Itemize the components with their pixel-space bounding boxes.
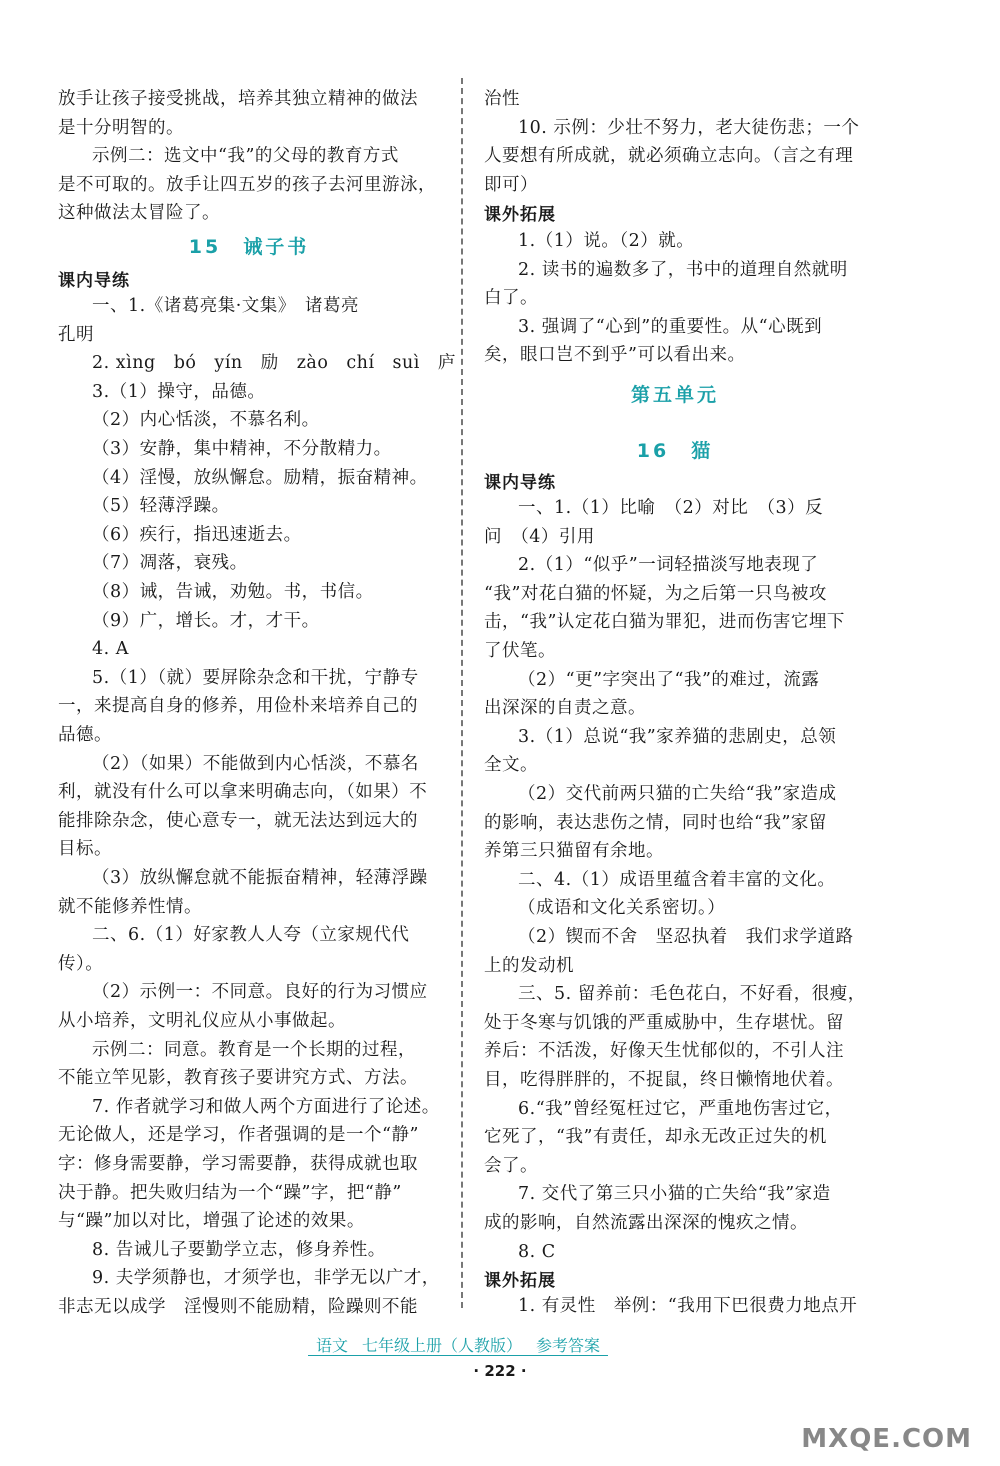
- page-number: · 222 ·: [473, 1362, 527, 1380]
- text-line: 7. 交代了第三只小猫的亡失给“我”家造: [518, 1184, 831, 1205]
- section-heading-extension-2: 课外拓展: [484, 1271, 556, 1291]
- text-line: 放手让孩子接受挑战，培养其独立精神的做法: [58, 89, 418, 109]
- text-line: 矣，眼口岂不到乎”可以看出来。: [484, 345, 746, 365]
- text-line: 与“躁”加以对比，增强了论述的效果。: [58, 1211, 365, 1232]
- text-line: 9. 夫学须静也，才须学也，非学无以广才，: [92, 1268, 440, 1289]
- text-line: 击，“我”认定花白猫为罪犯，进而伤害它埋下: [484, 612, 845, 633]
- watermark-logo: MXQE.COM: [801, 1424, 972, 1454]
- section-heading-in-class: 课内导练: [58, 271, 130, 291]
- text-line: （3）安静，集中精神，不分散精力。: [92, 439, 392, 459]
- text-line: 非志无以成学 淫慢则不能励精，险躁则不能: [58, 1297, 418, 1317]
- column-divider: [461, 78, 463, 1308]
- text-line: 能排除杂念，使心意专一，就无法达到远大的: [58, 810, 418, 831]
- text-line: （7）凋落，衰残。: [92, 553, 248, 574]
- text-line: 10. 示例：少壮不努力，老大徒伤悲；一个: [518, 117, 860, 138]
- text-line: 人要想有所成就，就必须确立志向。（言之有理: [484, 146, 854, 166]
- text-line: 品德。: [58, 725, 112, 745]
- text-line: 目，吃得胖胖的，不捉鼠，终日懒惰地伏着。: [484, 1070, 844, 1090]
- text-line: （2）锲而不舍 坚忍执着 我们求学道路: [518, 927, 854, 947]
- footer-grade: 七年级上册（人教版）: [361, 1336, 522, 1355]
- text-line: 养后：不活泼，好像天生忧郁似的，不引人注: [484, 1041, 844, 1062]
- text-line: 8. 告诫儿子要勤学立志，修身养性。: [92, 1239, 386, 1260]
- text-line: 3. 强调了“心到”的重要性。从“心既到: [518, 316, 823, 337]
- text-line: 决于静。把失败归结为一个“躁”字，把“静”: [58, 1182, 402, 1203]
- text-line: 问 （4）引用: [484, 526, 595, 547]
- text-line: 出深深的自责之意。: [484, 698, 646, 719]
- text-line: 6.“我”曾经冤枉过它，严重地伤害过它，: [518, 1098, 843, 1119]
- text-line: 2. 读书的遍数多了，书中的道理自然就明: [518, 259, 848, 280]
- text-line: 是十分明智的。: [58, 117, 184, 138]
- text-line: 从小培养，文明礼仪应从小事做起。: [58, 1011, 346, 1031]
- text-line: （成语和文化关系密切。）: [518, 898, 726, 919]
- text-line: 目标。: [58, 839, 112, 860]
- text-line: 2.（1）“似乎”一词轻描淡写地表现了: [518, 555, 819, 576]
- text-line: 孔明: [58, 324, 94, 345]
- lesson-title-16: 16 猫: [636, 440, 714, 462]
- footer-book-info: [308, 1333, 608, 1356]
- text-line: 2. xìng bó yín 励 zào chí suì 庐: [92, 353, 456, 374]
- text-line: （4）淫慢，放纵懈怠。励精，振奋精神。: [92, 467, 428, 488]
- text-line: 这种做法太冒险了。: [58, 203, 220, 223]
- text-line: 一、1.（1）比喻 （2）对比 （3）反: [518, 498, 824, 518]
- text-line: 7. 作者就学习和做人两个方面进行了论述。: [92, 1096, 440, 1117]
- text-line: 会了。: [484, 1155, 538, 1176]
- text-line: 它死了，“我”有责任，却永无改正过失的机: [484, 1127, 827, 1148]
- text-line: 字：修身需要静，学习需要静，获得成就也取: [58, 1154, 418, 1174]
- unit-title: 第五单元: [630, 384, 719, 406]
- text-line: 5.（1）（就）要屏除杂念和干扰，宁静专: [92, 667, 419, 688]
- text-line: （2）内心恬淡，不慕名利。: [92, 410, 320, 431]
- text-line: 8. C: [518, 1241, 556, 1262]
- text-line: 是不可取的。放手让四五岁的孩子去河里游泳，: [58, 174, 436, 195]
- lesson-title-15: 15 诫子书: [188, 236, 310, 258]
- text-line: 示例二：选文中“我”的父母的教育方式: [92, 146, 399, 166]
- text-line: 1.（1）说。（2）就。: [518, 231, 695, 251]
- text-line: 三、5. 留养前：毛色花白，不好看，很瘦，: [518, 984, 866, 1005]
- text-line: 了伏笔。: [484, 641, 556, 661]
- section-heading-in-class-2: 课内导练: [484, 473, 556, 493]
- text-line: 上的发动机: [484, 955, 574, 976]
- text-line: （3）放纵懈怠就不能振奋精神，轻薄浮躁: [92, 868, 428, 888]
- text-line: “我”对花白猫的怀疑，为之后第一只鸟被攻: [484, 583, 827, 604]
- text-line: 的影响，表达悲伤之情，同时也给“我”家留: [484, 812, 827, 833]
- text-line: 无论做人，还是学习，作者强调的是一个“静”: [58, 1125, 419, 1146]
- text-line: （2）示例一：不同意。良好的行为习惯应: [92, 982, 428, 1003]
- text-line: 示例二：同意。教育是一个长期的过程，: [92, 1039, 416, 1060]
- text-line: 二、4.（1）成语里蕴含着丰富的文化。: [518, 869, 836, 890]
- text-line: 就不能修养性情。: [58, 896, 202, 917]
- text-line: 全文。: [484, 755, 538, 776]
- text-line: 3.（1）总说“我”家养猫的悲剧史，总领: [518, 726, 837, 747]
- text-line: 1. 有灵性 举例：“我用下巴很费力地点开: [518, 1296, 858, 1316]
- text-line: 4. A: [92, 639, 129, 660]
- text-line: （5）轻薄浮躁。: [92, 496, 230, 517]
- text-line: 一、1.《诸葛亮集·文集》 诸葛亮: [92, 296, 360, 316]
- text-line: （9）广，增长。才，才干。: [92, 610, 320, 631]
- footer-subject: 语文: [315, 1336, 348, 1355]
- text-line: （2）交代前两只猫的亡失给“我”家造成: [518, 784, 837, 804]
- text-line: （2）（如果）不能做到内心恬淡，不慕名: [92, 753, 419, 774]
- text-line: （6）疾行，指迅速逝去。: [92, 524, 302, 545]
- text-line: 传）。: [58, 953, 104, 974]
- text-line: 处于冬寒与饥饿的严重威胁中，生存堪忧。留: [484, 1012, 844, 1033]
- text-line: 二、6.（1）好家教人人夸（立家规代代: [92, 925, 410, 946]
- text-line: 养第三只猫留有余地。: [484, 841, 664, 862]
- text-line: （8）诫，告诫，劝勉。书，书信。: [92, 582, 374, 602]
- text-line: 利，就没有什么可以拿来明确志向，（如果）不: [58, 782, 428, 803]
- text-line: 治性: [484, 89, 520, 109]
- footer-answer: 参考答案: [536, 1336, 601, 1355]
- text-line: 3.（1）操守，品德。: [92, 381, 266, 402]
- text-line: （2）“更”字突出了“我”的难过，流露: [518, 669, 820, 690]
- text-line: 白了。: [484, 288, 538, 308]
- text-line: 一，来提高自身的修养，用俭朴来培养自己的: [58, 696, 418, 717]
- text-line: 即可）: [484, 174, 538, 195]
- text-line: 不能立竿见影，教育孩子要讲究方式、方法。: [58, 1068, 418, 1089]
- section-heading-extension-1: 课外拓展: [484, 205, 556, 225]
- text-line: 成的影响，自然流露出深深的愧疚之情。: [484, 1213, 808, 1233]
